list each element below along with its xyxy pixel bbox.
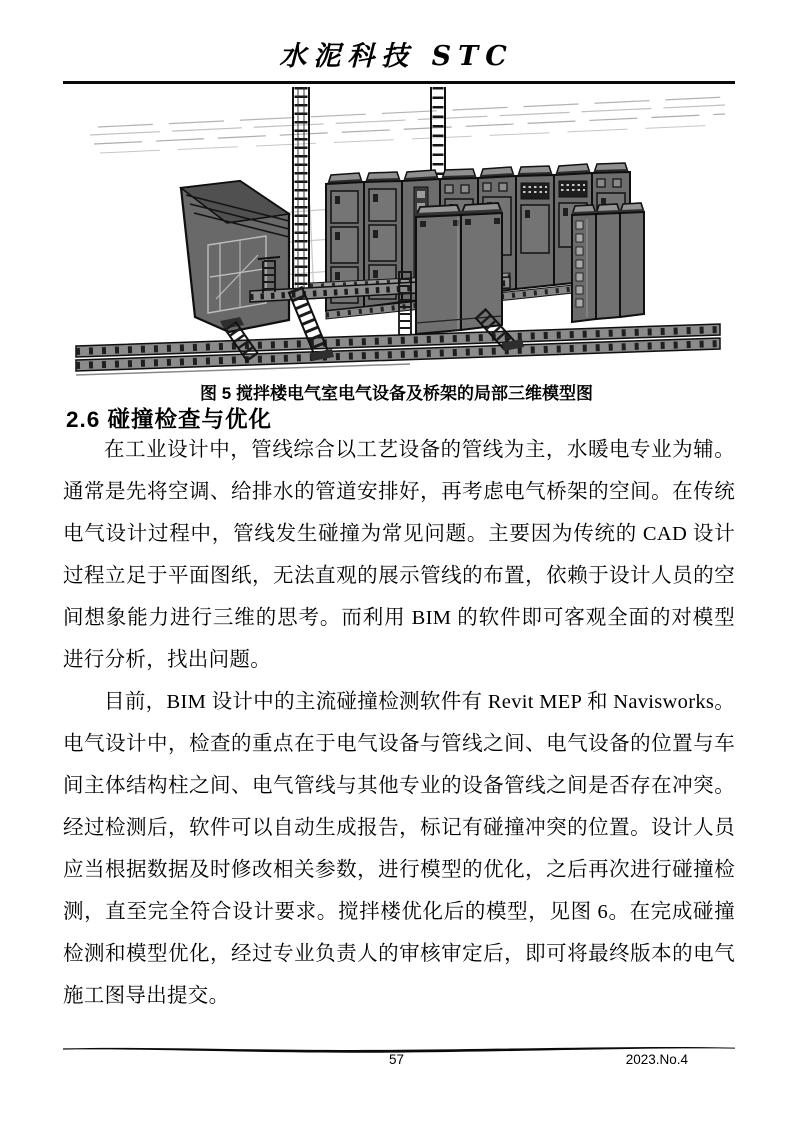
figure-caption: 图 5 搅拌楼电气室电气设备及桥架的局部三维模型图 — [200, 384, 593, 403]
cable-riser-right — [431, 87, 445, 183]
bottom-cable-trays — [76, 324, 720, 375]
body-text — [63, 429, 735, 1017]
front-cabinets-right — [572, 203, 644, 322]
left-cabinet — [181, 181, 289, 332]
figure-3d-model — [69, 87, 727, 379]
section-heading: 2.6 碰撞检查与优化 — [66, 407, 273, 432]
paragraph-1: 在工业设计中，管线综合以工艺设备的管线为主，水暖电专业为辅。通常是先将空调、给排水的管道安排好，再考虑电气桥架的空间。在传统电气设计过程中，管线发生碰撞为常见问题。主要因为传统的 CAD 设计过程立足于平面图纸，无法直观的展示管线的布置，依赖于设计人员的空间想象能力进行三维的思考。而利用 BIM 的软件即可客观全面的对模型进行分析，找出问题。 — [63, 439, 735, 671]
journal-title: 水泥科技 STC — [279, 41, 514, 72]
cable-riser-left — [293, 87, 309, 295]
header-rule — [63, 81, 735, 84]
figure-3d-model-svg — [69, 87, 727, 379]
footer-page-number: 57 — [388, 1052, 405, 1067]
footer-issue-label: 2023.No.4 — [625, 1052, 688, 1067]
roof-lines — [90, 97, 725, 153]
paragraph-2: 目前，BIM 设计中的主流碰撞检测软件有 Revit MEP 和 Navisworks。电气设计中，检查的重点在于电气设备与管线之间、电气设备的位置与车间主体结构柱之间、电气管线与其他专业的设备管线之间是否存在冲突。经过检测后，软件可以自动生成报告，标记有碰撞冲突的位置。设计人员应当根据数据及时修改相关参数，进行模型的优化，之后再次进行碰撞检测，直至完全符合设计要求。搅拌楼优化后的模型，见图 6。在完成碰撞检测和模型优化，经过专业负责人的审核审定后，即可将最终版本的电气施工图导出提交。 — [63, 691, 735, 1007]
